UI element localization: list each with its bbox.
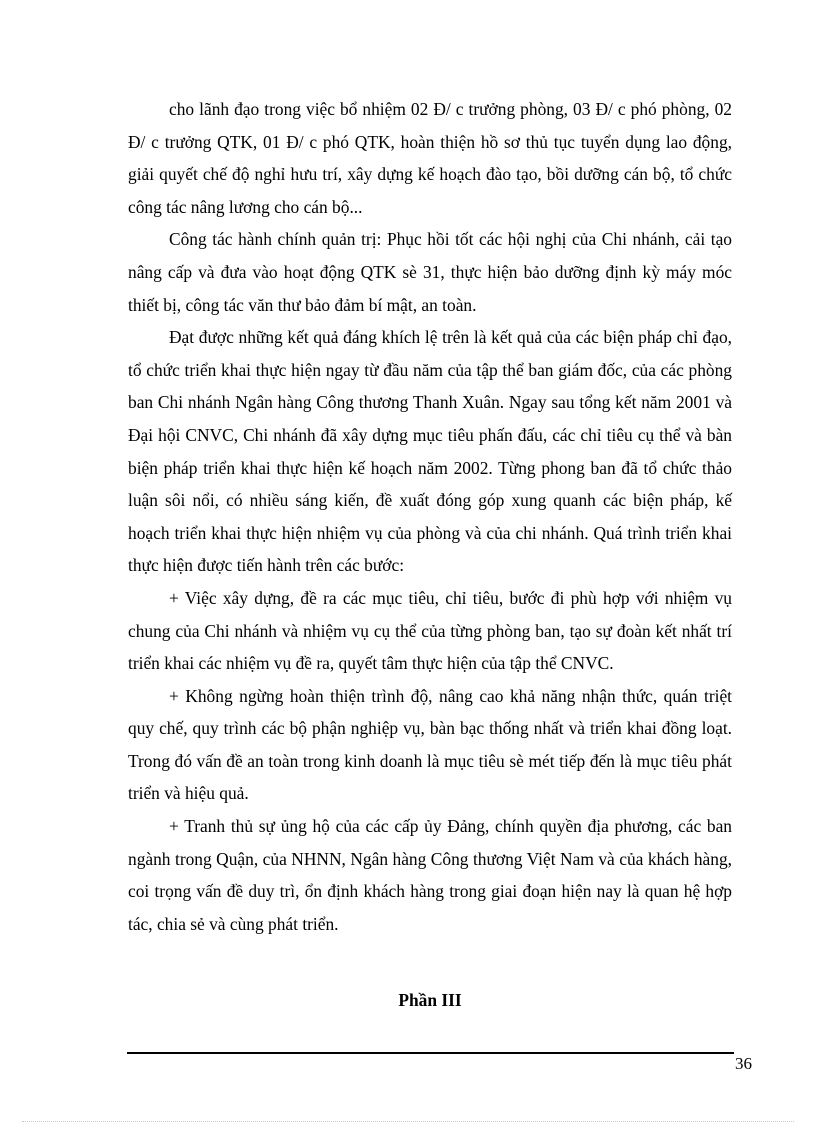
- paragraph-results: Đạt được những kết quả đáng khích lệ trên là kết quả của các biện pháp chỉ đạo, tổ chức triển khai thực hiện ngay từ đầu năm của tập thể ban giám đốc, của các phòng ban Chi nhánh Ngân hàng Công thương Thanh Xuân. Ngay sau tổng kết năm 2001 và Đại hội CNVC, Chi nhánh đã xây dựng mục tiêu phấn đấu, các chỉ tiêu cụ thể và bàn biện pháp triển khai thực hiện kế hoạch năm 2002. Từng phong ban đã tổ chức thảo luận sôi nổi, có nhiều sáng kiến, đề xuất đóng góp xung quanh các biện pháp, kế hoạch triển khai thực hiện nhiệm vụ của phòng và của chi nhánh. Quá trình triển khai thực hiện được tiến hành trên các bước:: [128, 327, 732, 576]
- paragraph-step-1: + Việc xây dựng, đề ra các mục tiêu, chỉ tiêu, bước đi phù hợp với nhiệm vụ chung của Chi nhánh và nhiệm vụ cụ thể của từng phòng ban, tạo sự đoàn kết nhất trí triển khai các nhiệm vụ đề ra, quyết tâm thực hiện của tập thể CNVC.: [128, 587, 732, 674]
- paragraph-step-2: + Không ngừng hoàn thiện trình độ, nâng cao khả năng nhận thức, quán triệt quy chế, quy trình các bộ phận nghiệp vụ, bàn bạc thống nhất và triển khai đồng loạt. Trong đó vấn đề an toàn trong kinh doanh là mục tiêu sè mét tiếp đến là mục tiêu phát triển và hiệu quả.: [128, 685, 732, 804]
- page-number: 36: [735, 1054, 752, 1073]
- document-body: [128, 93, 732, 940]
- paragraph-admin: Công tác hành chính quản trị: Phục hồi tốt các hội nghị của Chi nhánh, cải tạo nâng cấp và đưa vào hoạt động QTK sè 31, thực hiện bảo dưỡng định kỳ máy móc thiết bị, công tác văn thư bảo đảm bí mật, an toàn.: [128, 229, 732, 315]
- page-edge-dotted-line: [22, 1121, 794, 1122]
- paragraph-step-3: + Tranh thủ sự ủng hộ của các cấp ủy Đảng, chính quyền địa phương, các ban ngành trong Quận, của NHNN, Ngân hàng Công thương Việt Nam và của khách hàng, coi trọng vấn đề duy trì, ổn định khách hàng trong giai đoạn hiện nay là quan hệ hợp tác, chia sẻ và cùng phát triển.: [128, 816, 732, 934]
- footer-divider: [127, 1052, 734, 1054]
- paragraph-continuation: cho lãnh đạo trong việc bổ nhiệm 02 Đ/ c trưởng phòng, 03 Đ/ c phó phòng, 02 Đ/ c trưởng QTK, 01 Đ/ c phó QTK, hoàn thiện hồ sơ thủ tục tuyển dụng lao động, giải quyết chế độ nghỉ hưu trí, xây dựng kế hoạch đào tạo, bồi dưỡng cán bộ, tổ chức công tác nâng lương cho cán bộ...: [128, 99, 732, 217]
- section-heading: Phần III: [398, 990, 462, 1010]
